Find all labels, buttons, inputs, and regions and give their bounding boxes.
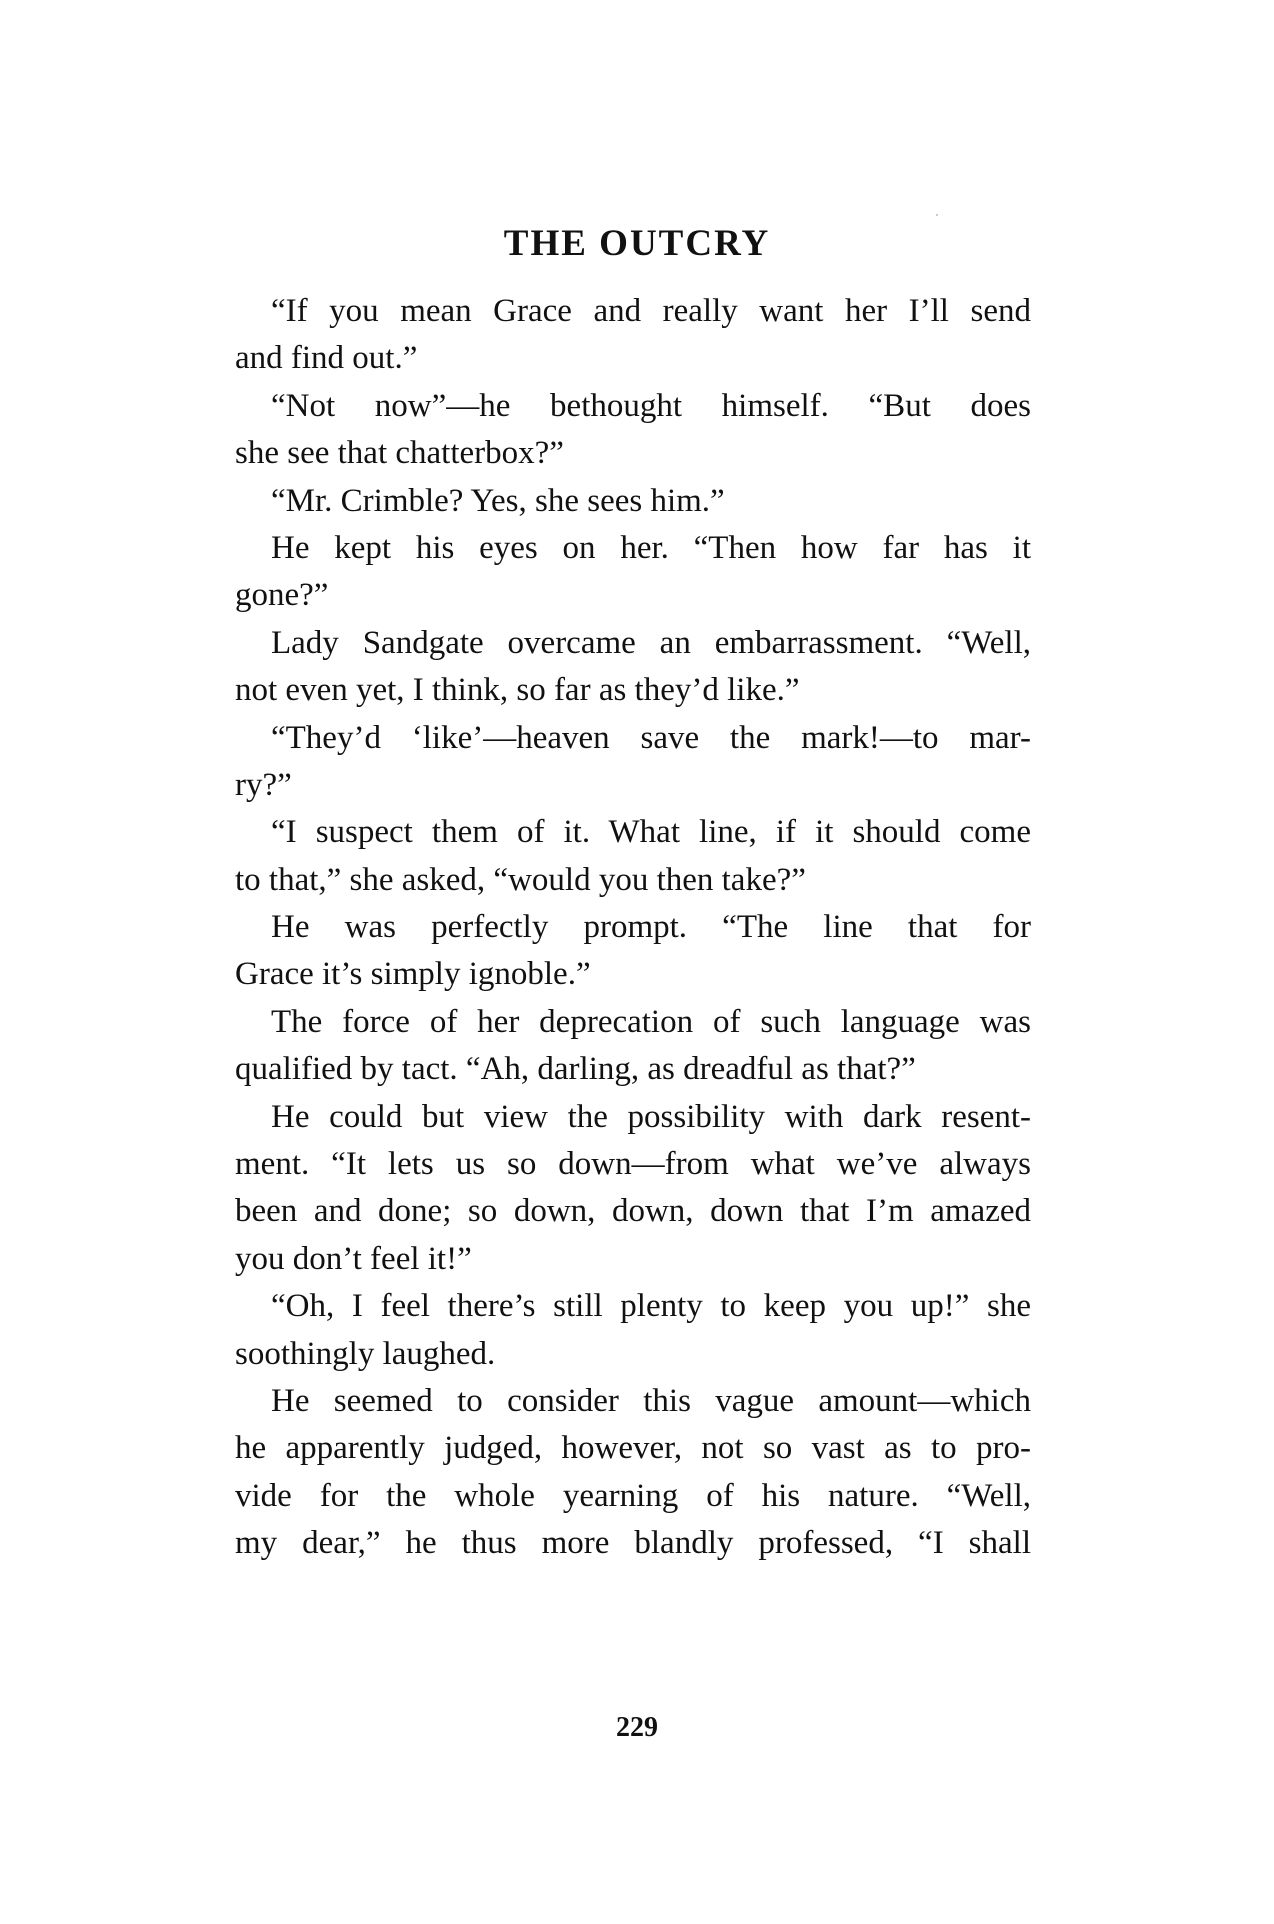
body-text — [235, 288, 1031, 1568]
text-line: he apparently judged, however, not so vast as to pro- — [235, 1430, 1031, 1467]
text-line: “Oh, I feel there’s still plenty to keep you up!” she — [271, 1288, 1031, 1325]
text-line: “If you mean Grace and really want her I’ll send — [271, 293, 1031, 329]
text-line: my dear,” he thus more blandly professed, “I shall — [235, 1525, 1031, 1562]
text-line: not even yet, I think, so far as they’d like.” — [235, 672, 800, 709]
text-line: “Mr. Crimble? Yes, she sees him.” — [271, 482, 725, 519]
text-line: The force of her deprecation of such language was — [271, 1003, 1031, 1040]
text-line: gone?” — [235, 577, 329, 614]
text-line: “They’d ‘like’—heaven save the mark!—to mar- — [271, 719, 1031, 756]
text-line: she see that chatterbox?” — [235, 435, 564, 472]
text-line: “Not now”—he bethought himself. “But does — [271, 387, 1031, 424]
paper-speck — [936, 214, 938, 216]
text-line: Grace it’s simply ignoble.” — [235, 956, 591, 993]
text-line: soothingly laughed. — [235, 1335, 496, 1372]
text-line: He could but view the possibility with dark resent- — [271, 1098, 1031, 1135]
running-title: THE OUTCRY — [503, 223, 771, 264]
text-line: He seemed to consider this vague amount—which — [271, 1382, 1031, 1419]
text-line: qualified by tact. “Ah, darling, as dreadful as that?” — [235, 1051, 916, 1088]
text-line: He kept his eyes on her. “Then how far has it — [271, 529, 1031, 566]
text-line: you don’t feel it!” — [235, 1240, 472, 1277]
text-line: vide for the whole yearning of his nature. “Well, — [235, 1477, 1031, 1514]
text-line: to that,” she asked, “would you then take?” — [235, 861, 806, 898]
page-number: 229 — [616, 1712, 658, 1743]
text-line: ment. “It lets us so down—from what we’ve always — [235, 1146, 1031, 1183]
text-line: and find out.” — [235, 340, 418, 377]
text-line: Lady Sandgate overcame an embarrassment. “Well, — [271, 624, 1031, 661]
text-line: ry?” — [235, 766, 292, 803]
text-line: “I suspect them of it. What line, if it should come — [271, 814, 1031, 851]
text-line: He was perfectly prompt. “The line that for — [271, 909, 1031, 946]
text-line: been and done; so down, down, down that I’m amazed — [235, 1193, 1031, 1230]
